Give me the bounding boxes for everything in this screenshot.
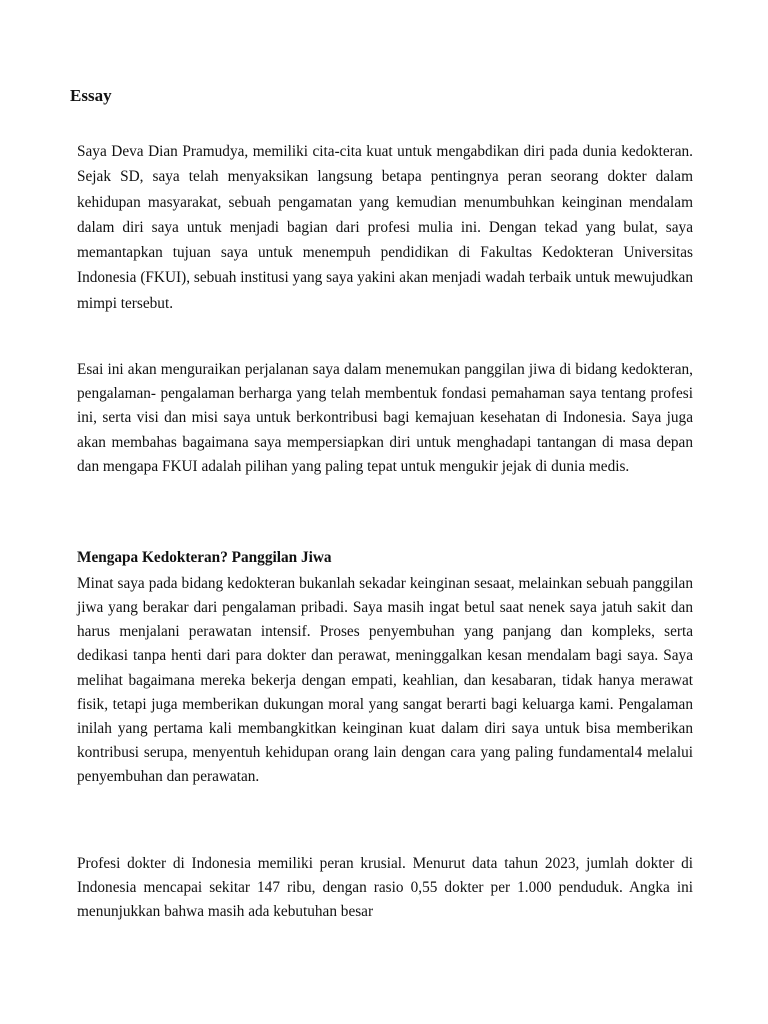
doctor-statistics-paragraph: Profesi dokter di Indonesia memiliki peran krusial. Menurut data tahun 2023, jumlah dokter di Indonesia mencapai sekitar 147 ribu, dengan rasio 0,55 dokter per 1.000 penduduk. Angka ini menunjukkan bahwa masih ada kebutuhan besar xyxy=(77,855,693,921)
essay-overview-paragraph: Esai ini akan menguraikan perjalanan saya dalam menemukan panggilan jiwa di bidang kedokteran, pengalaman- pengalaman berharga yang telah membentuk fondasi pemahaman saya tentang profesi ini, serta visi dan misi saya untuk berkontribusi bagi kemajuan kesehatan di Indonesia. Saya juga akan membahas bagaimana saya mempersiapkan diri untuk menghadapi tantangan di masa depan dan mengapa FKUI adalah pilihan yang paling tepat untuk mengukir jejak di dunia medis. xyxy=(77,361,693,475)
essay-title: Essay xyxy=(70,86,112,105)
intro-paragraph: Saya Deva Dian Pramudya, memiliki cita-cita kuat untuk mengabdikan diri pada dunia kedokteran. Sejak SD, saya telah menyaksikan langsung betapa pentingnya peran seorang dokter dalam kehidupan masyarakat, sebuah pengamatan yang kemudian menumbuhkan keinginan mendalam dalam diri saya untuk menjadi bagian dari profesi mulia ini. Dengan tekad yang bulat, saya memantapkan tujuan saya untuk menempuh pendidikan di Fakultas Kedokteran Universitas Indonesia (FKUI), sebuah institusi yang saya yakini akan menjadi wadah terbaik untuk mewujudkan mimpi tersebut. xyxy=(77,143,693,312)
section-heading: Mengapa Kedokteran? Panggilan Jiwa xyxy=(77,549,332,566)
motivation-paragraph: Minat saya pada bidang kedokteran bukanlah sekadar keinginan sesaat, melainkan sebuah panggilan jiwa yang berakar dari pengalaman pribadi. Saya masih ingat betul saat nenek saya jatuh sakit dan harus menjalani perawatan intensif. Proses penyembuhan yang panjang dan kompleks, serta dedikasi tanpa henti dari para dokter dan perawat, meninggalkan kesan mendalam bagi saya. Saya melihat bagaimana mereka bekerja dengan empati, keahlian, dan kesabaran, tidak hanya merawat fisik, tetapi juga memberikan dukungan moral yang sangat berarti bagi keluarga kami. Pengalaman inilah yang pertama kali membangkitkan keinginan kuat dalam diri saya untuk bisa memberikan kontribusi serupa, menyentuh kehidupan orang lain dengan cara yang paling fundamental4 melalui penyembuhan dan perawatan. xyxy=(77,575,693,786)
